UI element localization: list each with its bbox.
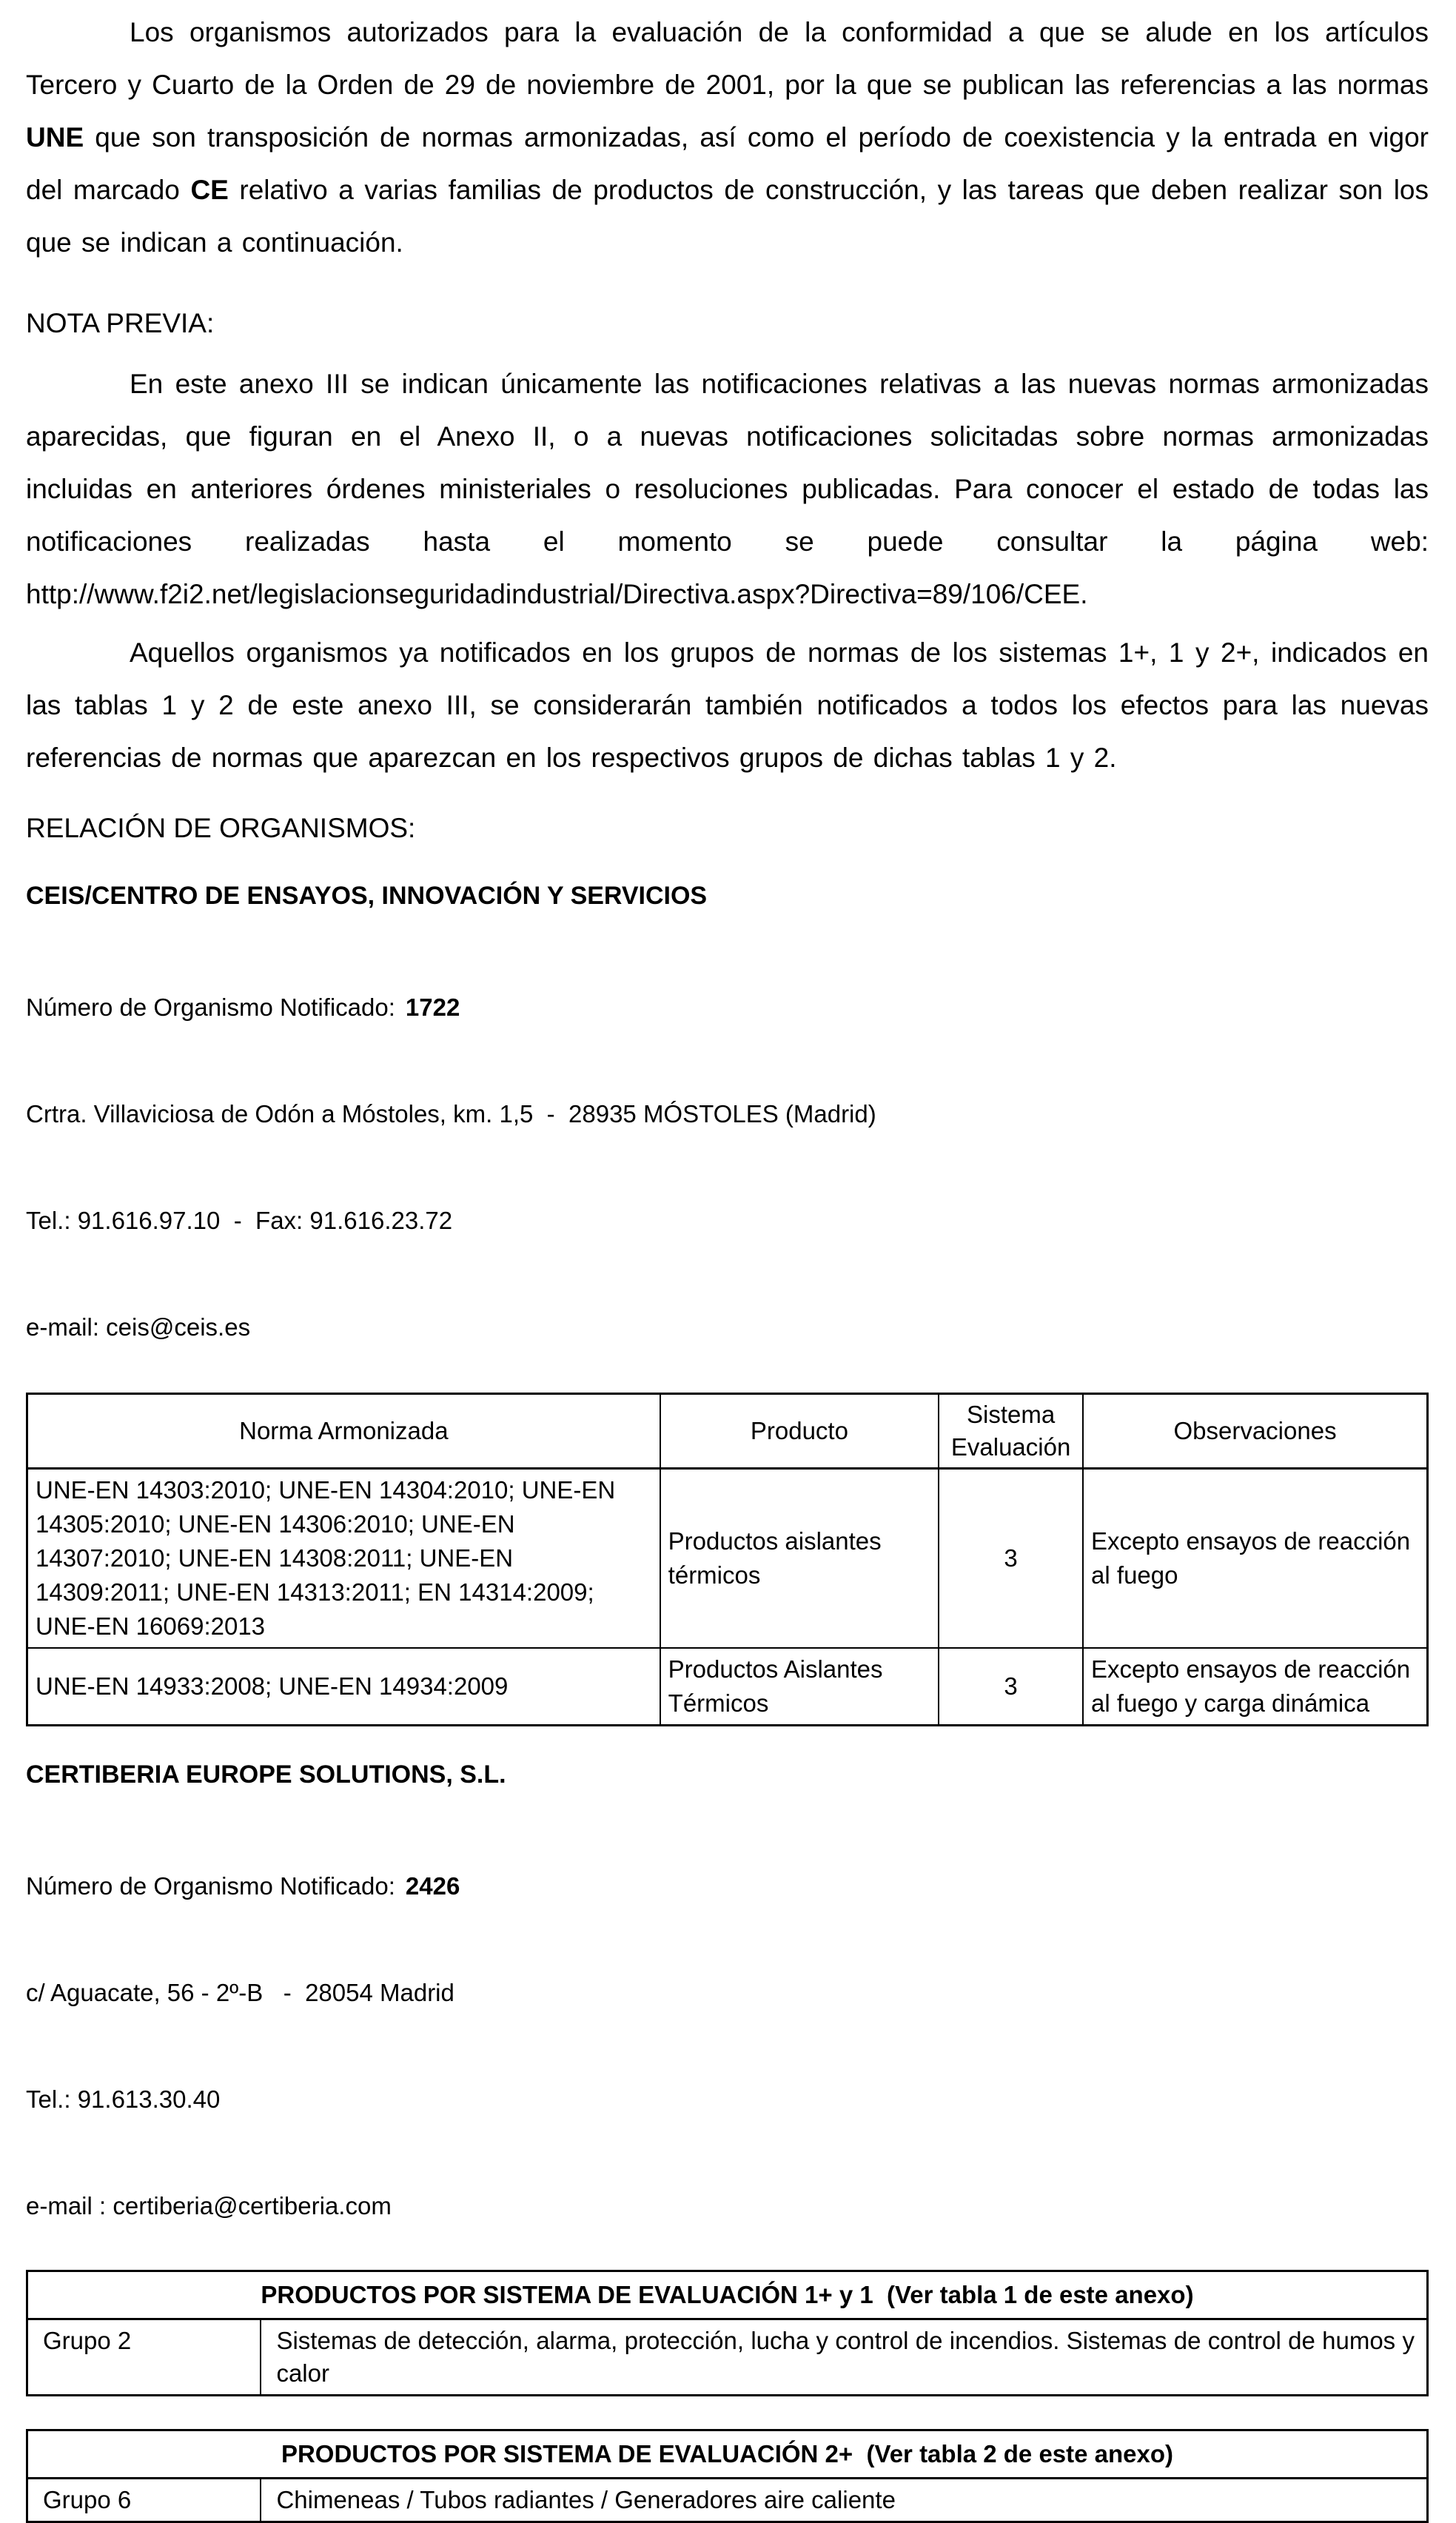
norm-cell-producto: Productos Aislantes Térmicos [660, 1648, 939, 1726]
norm-table-header-norma: Norma Armonizada [27, 1394, 660, 1469]
organism-number-label: Número de Organismo Notificado: [26, 994, 395, 1021]
organism-details-certiberia [26, 1797, 1429, 2259]
intro-text-1: Los organismos autorizados para la evaluación de la conformidad a que se alude en los artículos Tercero y Cuarto de la Orden de 29 de noviembre de 2001, por la que se publican las referencias a las normas [26, 17, 1429, 100]
nota-previa-heading: NOTA PREVIA: [26, 308, 215, 338]
norm-cell-observaciones: Excepto ensayos de reacción al fuego y carga dinámica [1083, 1648, 1427, 1726]
organism-address: Crtra. Villaviciosa de Odón a Móstoles, km. 1,5 - 28935 MÓSTOLES (Madrid) [26, 1100, 876, 1128]
eval-table-row [27, 2319, 1428, 2396]
eval-cell-group: Grupo 6 [27, 2479, 261, 2522]
norm-table-row [27, 1469, 1428, 1649]
relacion-organismos-heading: RELACIÓN DE ORGANISMOS: [26, 813, 416, 843]
norm-cell-norma: UNE-EN 14933:2008; UNE-EN 14934:2009 [27, 1648, 660, 1726]
organism-number-label: Número de Organismo Notificado: [26, 1872, 395, 1900]
norm-table-header-observaciones: Observaciones [1083, 1394, 1427, 1469]
eval-table-sistema-1 [26, 2270, 1429, 2396]
organism-email: e-mail : certiberia@certiberia.com [26, 2192, 392, 2219]
eval-table-sistema-2 [26, 2429, 1429, 2523]
organism-name-certiberia: CERTIBERIA EUROPE SOLUTIONS, S.L. [26, 1760, 506, 1789]
eval-table-row [27, 2479, 1428, 2522]
organism-number-line [26, 990, 1429, 1025]
norm-table-header-row [27, 1394, 1428, 1469]
organism-address: c/ Aguacate, 56 - 2º-B - 28054 Madrid [26, 1979, 454, 2006]
eval-cell-group: Grupo 2 [27, 2319, 261, 2396]
norm-cell-producto: Productos aislantes térmicos [660, 1469, 939, 1649]
organism-number-line [26, 1869, 1429, 1904]
intro-text-2: que son transposición de normas armonizadas, así como el período de coexistencia y la entrada en vigor del marcado [26, 122, 1429, 205]
norm-cell-norma: UNE-EN 14303:2010; UNE-EN 14304:2010; UNE-EN 14305:2010; UNE-EN 14306:2010; UNE-EN 14307:2010; UNE-EN 14308:2011; UNE-EN 14309:2011; UNE-EN 14313:2011; EN 14314:2009; UNE-EN 16069:2013 [27, 1469, 660, 1649]
organism-phone-fax: Tel.: 91.616.97.10 - Fax: 91.616.23.72 [26, 1207, 453, 1234]
eval-cell-description: Sistemas de detección, alarma, protección, lucha y control de incendios. Sistemas de control de humos y calor [261, 2319, 1427, 2396]
eval-table-title: PRODUCTOS POR SISTEMA DE EVALUACIÓN 2+ (Ver tabla 2 de este anexo) [27, 2430, 1428, 2479]
norm-cell-sistema: 3 [939, 1648, 1083, 1726]
une-bold-text: UNE [26, 122, 84, 153]
intro-paragraph [26, 6, 1429, 269]
intro-text-3: relativo a varias familias de productos de construcción, y las tareas que deben realizar son los que se indican a continuación. [26, 175, 1429, 258]
norm-table [26, 1393, 1429, 1726]
organism-number-value: 2426 [405, 1872, 460, 1900]
organism-email: e-mail: ceis@ceis.es [26, 1313, 251, 1341]
organism-number-value: 1722 [405, 994, 460, 1021]
organism-phone-fax: Tel.: 91.613.30.40 [26, 2085, 221, 2113]
norm-table-header-producto: Producto [660, 1394, 939, 1469]
eval-table-title-row [27, 2430, 1428, 2479]
norm-cell-sistema: 3 [939, 1469, 1083, 1649]
nota-previa-paragraph-2: Aquellos organismos ya notificados en los grupos de normas de los sistemas 1+, 1 y 2+, indicados en las tablas 1 y 2 de este anexo III, se considerarán también notificados a todos los efectos para las nuevas referencias de normas que aparezcan en los respectivos grupos de dichas tablas 1 y 2. [26, 637, 1429, 773]
eval-table-title-row [27, 2271, 1428, 2319]
norm-table-header-sistema: Sistema Evaluación [939, 1394, 1083, 1469]
nota-previa-paragraph-1: En este anexo III se indican únicamente las notificaciones relativas a las nuevas normas armonizadas aparecidas, que figuran en el Anexo II, o a nuevas notificaciones solicitadas sobre normas armonizadas incluidas en anteriores órdenes ministeriales o resoluciones publicadas. Para conocer el estado de todas las notificaciones realizadas hasta el momento se puede consultar la página web: http://www.f2i2.net/legislacionseguridadindustrial/Directiva.aspx?Directiva=89/106/CEE. [26, 369, 1429, 609]
norm-cell-observaciones: Excepto ensayos de reacción al fuego [1083, 1469, 1427, 1649]
eval-cell-description: Chimeneas / Tubos radiantes / Generadores aire caliente [261, 2479, 1427, 2522]
eval-table-title: PRODUCTOS POR SISTEMA DE EVALUACIÓN 1+ y 1 (Ver tabla 1 de este anexo) [27, 2271, 1428, 2319]
organism-details-ceis [26, 919, 1429, 1381]
norm-table-row [27, 1648, 1428, 1726]
ce-bold-text: CE [190, 175, 229, 205]
organism-name-ceis: CEIS/CENTRO DE ENSAYOS, INNOVACIÓN Y SERVICIOS [26, 882, 708, 910]
